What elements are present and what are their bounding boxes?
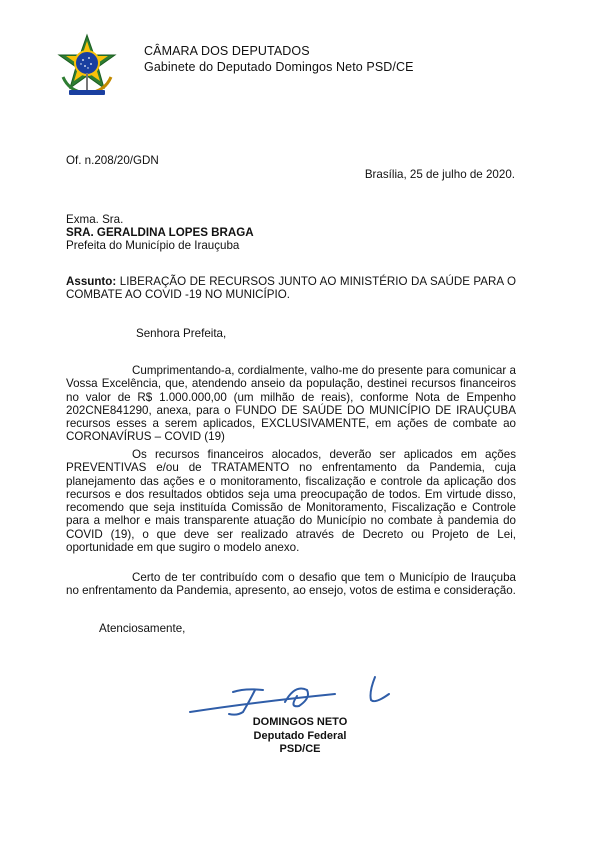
addressee-salutation: Exma. Sra.: [66, 213, 124, 226]
institution-name: CÂMARA DOS DEPUTADOS: [144, 44, 310, 58]
signature-block: [230, 716, 370, 757]
body-paragraph-3: Certo de ter contribuído com o desafio que tem o Município de Irauçuba no enfrentamento da Pandemia, apresento, ao ensejo, votos de estima e consideração.: [66, 571, 516, 598]
signatory-party: PSD/CE: [279, 743, 321, 755]
signatory-title: Deputado Federal: [253, 729, 347, 742]
addressee-role: Prefeita do Município de Irauçuba: [66, 239, 240, 252]
place-date: Brasília, 25 de julho de 2020.: [364, 168, 515, 181]
document-reference: Of. n.208/20/GDN: [66, 154, 159, 167]
coat-of-arms-seal: [55, 33, 119, 97]
subject-label: Assunto:: [66, 275, 117, 288]
body-paragraph-2: Os recursos financeiros alocados, deverão ser aplicados em ações PREVENTIVAS e/ou de TRATAMENTO no enfrentamento da Pandemia, cuja planejamento das ações e o monitoramento, fiscalização e controle da aplicação dos recursos e dos resultados obtidos seja uma preocupação de todos. Em virtude disso, recomendo que seja instituída Comissão de Monitoramento, Fiscalização e Controle para a melhor e mais transparente atuação do Município no combate à pandemia do COVID (19), o que deve ser realizado através de Decreto ou Projeto de Lei, oportunidade em que sugiro o modelo anexo.: [66, 448, 516, 555]
addressee-name: SRA. GERALDINA LOPES BRAGA: [66, 226, 254, 239]
body-paragraph-1: Cumprimentando-a, cordialmente, valho-me do presente para comunicar a Vossa Excelência, que, atendendo anseio da população, destinei recursos financeiros no valor de R$ 1.000.000,00 (um milhão de reais), conforme Nota de Empenho 202CNE841290, anexa, para o FUNDO DE SAÚDE DO MUNICÍPIO DE IRAUÇUBA recursos esses a serem aplicados, EXCLUSIVAMENTE, em ações de combate ao CORONAVÍRUS – COVID (19): [66, 364, 516, 444]
subject-line: [66, 275, 516, 302]
office-name: Gabinete do Deputado Domingos Neto PSD/CE: [144, 60, 414, 74]
closing: Atenciosamente,: [99, 622, 186, 635]
greeting: Senhora Prefeita,: [136, 327, 227, 340]
subject-text: LIBERAÇÃO DE RECURSOS JUNTO AO MINISTÉRIO DA SAÚDE PARA O COMBATE AO COVID -19 NO MUNICÍPIO.: [66, 275, 516, 302]
signatory-name: DOMINGOS NETO: [252, 716, 348, 728]
handwritten-signature: [185, 672, 410, 722]
